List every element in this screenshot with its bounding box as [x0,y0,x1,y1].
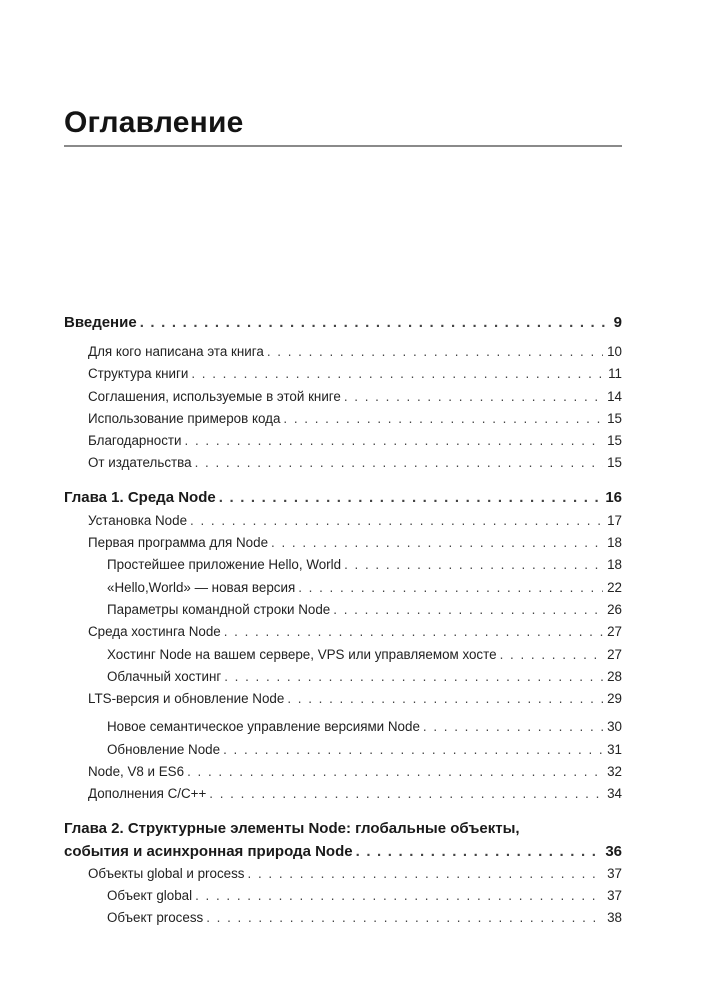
dot-leader [283,408,603,430]
dot-leader [190,510,603,532]
table-of-contents [64,311,622,930]
toc-entry[interactable] [64,341,622,363]
dot-leader [248,863,604,885]
toc-entry-label: Благодарности [88,433,182,449]
toc-entry-label: Объекты global и process [88,865,245,881]
dot-leader [187,761,603,783]
toc-page-number: 30 [607,719,622,735]
toc-entry-label: От издательства [88,455,192,471]
dot-leader [287,688,603,710]
toc-page-number: 34 [607,786,622,802]
toc-page-number: 18 [607,535,622,551]
dot-leader [223,739,603,761]
toc-entry-label: Введение [64,314,137,331]
toc-page-number: 27 [607,646,622,662]
dot-leader [333,599,603,621]
toc-entry-label: Первая программа для Node [88,535,269,551]
dot-leader [267,341,603,363]
dot-leader [209,783,603,805]
toc-page-number: 22 [607,579,622,595]
toc-entry-introduction[interactable] [64,311,622,335]
toc-page-number: 37 [607,887,622,903]
toc-page-number: 36 [605,842,622,860]
toc-entry-label: LTS-версия и обновление Node [88,691,285,707]
toc-page-number: 31 [607,741,622,757]
toc-entry[interactable] [64,716,622,738]
toc-entry[interactable] [64,554,622,576]
toc-entry-label: Глава 1. Среда Node [64,488,216,506]
toc-entry-label-line-1: Глава 2. Структурные элементы Node: глобальные объекты, [64,819,520,837]
toc-entry-label: «Hello,World» — новая версия [107,579,296,595]
toc-page-number: 17 [607,512,622,528]
toc-entry-label: Node, V8 и ES6 [88,764,185,780]
page-title: Оглавление [64,106,244,139]
dot-leader [195,885,603,907]
toc-page-number: 29 [607,691,622,707]
toc-entry-label: Обновление Node [107,741,221,757]
dot-leader [206,907,603,929]
toc-entry[interactable] [64,363,622,385]
toc-page-number: 26 [607,601,622,617]
dot-leader [271,532,603,554]
toc-entry[interactable] [64,408,622,430]
toc-entry[interactable] [64,644,622,666]
toc-page-number: 27 [607,624,622,640]
toc-entry-chapter-1[interactable] [64,486,622,510]
dot-leader [356,840,602,863]
toc-page-number: 16 [605,488,622,506]
toc-page-number: 9 [613,314,622,331]
dot-leader [191,363,604,385]
toc-entry[interactable] [64,532,622,554]
toc-entry[interactable] [64,452,622,474]
toc-page-number: 38 [607,910,622,926]
toc-entry-label: Параметры командной строки Node [107,601,331,617]
toc-entry[interactable] [64,510,622,532]
toc-page-number: 37 [607,865,622,881]
dot-leader [298,577,603,599]
toc-entry[interactable] [64,430,622,452]
dot-leader [224,621,603,643]
toc-page-number: 32 [607,764,622,780]
toc-entry[interactable] [64,666,622,688]
dot-leader [344,386,603,408]
title-divider [64,145,622,147]
toc-page-number: 28 [607,668,622,684]
toc-entry-chapter-2[interactable] [64,817,622,863]
toc-entry[interactable] [64,907,622,929]
toc-entry-label: Дополнения C/C++ [88,786,207,802]
dot-leader [185,430,604,452]
toc-entry-label: Установка Node [88,512,188,528]
dot-leader [423,716,603,738]
toc-entry[interactable] [64,688,622,710]
toc-entry[interactable] [64,863,622,885]
toc-page-number: 10 [607,344,622,359]
toc-entry-label: Для кого написана эта книга [88,344,264,359]
toc-entry-label: Хостинг Node на вашем сервере, VPS или управляемом хосте [107,646,497,662]
toc-page-number: 15 [607,433,622,449]
dot-leader [224,666,603,688]
toc-entry[interactable] [64,739,622,761]
toc-entry-label: Новое семантическое управление версиями Node [107,719,420,735]
dot-leader [344,554,603,576]
dot-leader [219,486,602,510]
toc-entry-label: Структура книги [88,366,189,382]
toc-page-number: 15 [607,410,622,426]
toc-entry-label: Простейшее приложение Hello, World [107,557,342,573]
toc-page-number: 15 [607,455,622,471]
toc-page-number: 11 [608,366,622,382]
dot-leader [195,452,604,474]
toc-entry[interactable] [64,577,622,599]
toc-entry[interactable] [64,885,622,907]
dot-leader [140,311,610,335]
toc-page-number: 18 [607,557,622,573]
toc-entry-label-line-2: события и асинхронная природа Node [64,842,353,860]
toc-entry[interactable] [64,621,622,643]
dot-leader [500,644,604,666]
toc-entry[interactable] [64,783,622,805]
toc-entry-label: Объект process [107,910,204,926]
toc-entry-label: Облачный хостинг [107,668,222,684]
toc-page-number: 14 [607,388,622,404]
toc-entry-label: Объект global [107,887,193,903]
toc-entry[interactable] [64,386,622,408]
toc-entry-label: Среда хостинга Node [88,624,221,640]
toc-entry-label: Использование примеров кода [88,410,281,426]
toc-entry[interactable] [64,761,622,783]
toc-entry-label: Соглашения, используемые в этой книге [88,388,341,404]
toc-entry[interactable] [64,599,622,621]
